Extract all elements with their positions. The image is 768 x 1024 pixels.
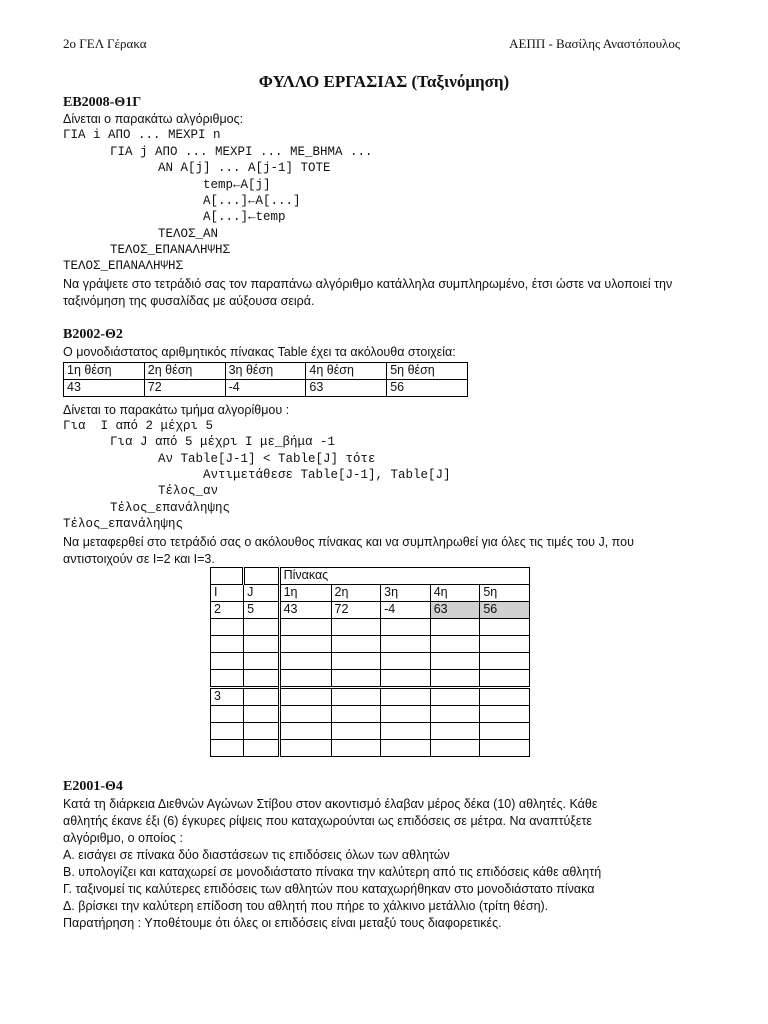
table-header-cell: 4η θέση <box>306 363 387 380</box>
section-1-heading: ΕΒ2008-Θ1Γ <box>63 95 142 110</box>
table-cell: 56 <box>387 380 468 397</box>
table-row <box>64 380 468 397</box>
table-row <box>211 706 530 723</box>
table-cell: -4 <box>381 602 431 619</box>
section-3-line: Δ. βρίσκει την καλύτερη επίδοση του αθλητή που πήρε το χάλκινο μετάλλιο (τρίτη θέση). <box>63 899 549 913</box>
table-header-cell: I <box>211 585 244 602</box>
table-cell: 56 <box>480 602 530 619</box>
code-line: A[...]←temp <box>203 210 286 224</box>
table-header-cell: J <box>244 585 279 602</box>
table-header-cell: 5η <box>480 585 530 602</box>
trace-table <box>210 567 530 757</box>
table-header-cell: 3η θέση <box>225 363 306 380</box>
code-line: Για I από 2 μέχρι 5 <box>63 419 214 433</box>
section-2-task: Να μεταφερθεί στο τετράδιό σας ο ακόλουθος πίνακας και να συμπληρωθεί για όλες τις τιμές του J, που αντιστοιχούν σε I=2 και I=3. <box>63 535 634 566</box>
code-line: Αν Table[J-1] < Table[J] τότε <box>158 452 376 466</box>
table-row <box>211 602 530 619</box>
table-row <box>211 740 530 757</box>
code-line: ΤΕΛΟΣ_ΑΝ <box>158 227 219 241</box>
code-line: ΑΝ A[j] ... A[j-1] ΤΟΤΕ <box>158 161 331 175</box>
code-line: ΓΙΑ j ΑΠΟ ... ΜΕΧΡΙ ... ΜΕ_ΒΗΜΑ ... <box>110 145 373 159</box>
code-line: Για J από 5 μέχρι I με_βήμα -1 <box>110 435 336 449</box>
table-cell: 63 <box>430 602 480 619</box>
table-row <box>211 568 530 585</box>
section-3-line: Β. υπολογίζει και καταχωρεί σε μονοδιάστατο πίνακα την καλύτερη από τις επιδόσεις κάθε αθλητή <box>63 865 602 879</box>
section-3-line: Κατά τη διάρκεια Διεθνών Αγώνων Στίβου στον ακοντισμό έλαβαν μέρος δέκα (10) αθλητές. Κάθε <box>63 797 598 811</box>
code-line: ΓΙΑ i ΑΠΟ ... ΜΕΧΡΙ n <box>63 128 221 142</box>
table-cell: 43 <box>279 602 331 619</box>
section-3-line: αθλητής έκανε έξι (6) έγκυρες ρίψεις που καταχωρούνται ως επιδόσεις σε μέτρα. Να αναπτύξετε <box>63 814 592 828</box>
table-header-cell: 1η θέση <box>64 363 145 380</box>
table-cell: 72 <box>331 602 381 619</box>
code-line: Τέλος_επανάληψης <box>110 501 231 515</box>
table-row <box>211 619 530 636</box>
table-row <box>211 585 530 602</box>
code-line: ΤΕΛΟΣ_ΕΠΑΝΑΛΗΨΗΣ <box>63 259 184 273</box>
code-line: Αντιμετάθεσε Table[J-1], Table[J] <box>203 468 451 482</box>
table-cell: -4 <box>225 380 306 397</box>
section-3-line: Παρατήρηση : Υποθέτουμε ότι όλες οι επιδόσεις είναι μεταξύ τους διαφορετικές. <box>63 916 502 930</box>
table-row <box>211 636 530 653</box>
section-3-line: Α. εισάγει σε πίνακα δύο διαστάσεων τις επιδόσεις όλων των αθλητών <box>63 848 450 862</box>
table-cell: 5 <box>244 602 279 619</box>
page-title: ΦΥΛΛΟ ΕΡΓΑΣΙΑΣ (Ταξινόμηση) <box>258 72 510 91</box>
section-3-heading: Ε2001-Θ4 <box>63 779 123 794</box>
table-header-cell: 5η θέση <box>387 363 468 380</box>
table-row <box>64 363 468 380</box>
table-array <box>63 362 468 397</box>
table-row <box>211 670 530 688</box>
code-line: temp←A[j] <box>203 178 271 192</box>
table-header-cell: 2η θέση <box>144 363 225 380</box>
table-cell: 72 <box>144 380 225 397</box>
table-header-cell: 2η <box>331 585 381 602</box>
table-header-cell: 3η <box>381 585 431 602</box>
code-line: ΤΕΛΟΣ_ΕΠΑΝΑΛΗΨΗΣ <box>110 243 231 257</box>
table-cell: 2 <box>211 602 244 619</box>
table-cell: 3 <box>211 688 244 706</box>
section-1-task: Να γράψετε στο τετράδιό σας τον παραπάνω αλγόριθμο κατάλληλα συμπληρωμένο, έτσι ώστε να υλοποιεί την ταξινόμηση της φυσαλίδας με αύξουσα σειρά. <box>63 277 673 308</box>
table-header-cell: 4η <box>430 585 480 602</box>
section-2-intro: Ο μονοδιάστατος αριθμητικός πίνακας Table έχει τα ακόλουθα στοιχεία: <box>63 345 456 359</box>
trace-group-label: Πίνακας <box>279 568 529 585</box>
table-row <box>211 688 530 706</box>
section-2-code-intro: Δίνεται το παρακάτω τμήμα αλγορίθμου : <box>63 403 290 417</box>
code-line: A[...]←A[...] <box>203 194 301 208</box>
section-3-line: Γ. ταξινομεί τις καλύτερες επιδόσεις των αθλητών που καταχωρήθηκαν στο μονοδιάστατο πίνακα <box>63 882 595 896</box>
section-3-line: αλγόριθμο, ο οποίος : <box>63 831 183 845</box>
table-row <box>211 653 530 670</box>
table-cell: 63 <box>306 380 387 397</box>
code-line: Τέλος_επανάληψης <box>63 517 184 531</box>
section-2-heading: Β2002-Θ2 <box>63 327 123 342</box>
header-right: ΑΕΠΠ - Βασίλης Αναστόπουλος <box>509 36 680 51</box>
table-header-cell: 1η <box>279 585 331 602</box>
code-line: Τέλος_αν <box>158 484 219 498</box>
section-1-intro: Δίνεται ο παρακάτω αλγόριθμος: <box>63 112 244 126</box>
header-left: 2ο ΓΕΛ Γέρακα <box>63 36 147 51</box>
table-row <box>211 723 530 740</box>
table-cell: 43 <box>64 380 145 397</box>
